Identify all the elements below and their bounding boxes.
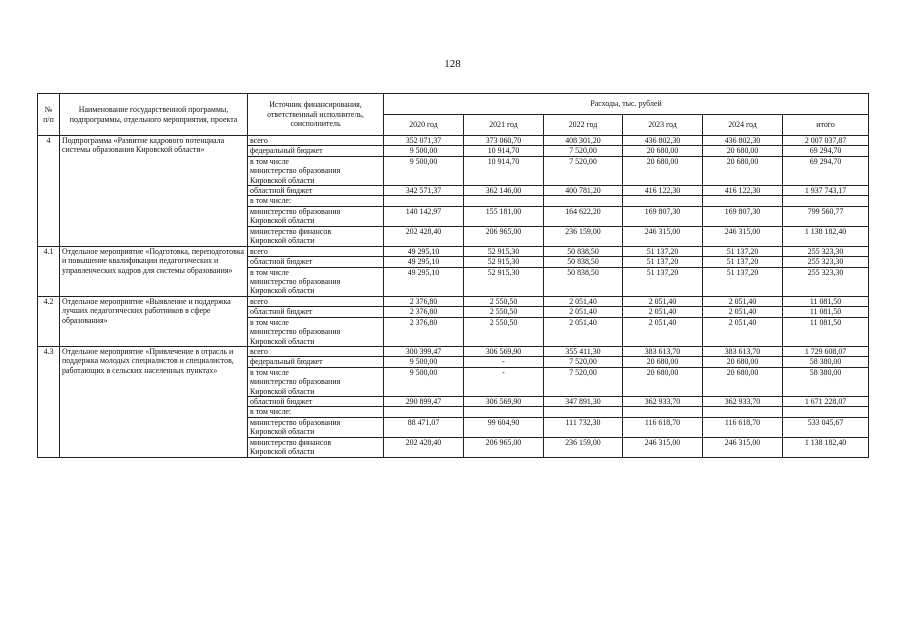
total-value xyxy=(783,196,869,206)
year-value xyxy=(384,196,464,206)
total-value xyxy=(783,407,869,417)
section-number: 4.1 xyxy=(38,246,60,296)
funding-source: в том числе министерство образования Кировской области xyxy=(248,267,384,296)
year-value: 416 122,30 xyxy=(703,186,783,196)
total-value: 58 380,00 xyxy=(783,367,869,396)
year-value: 436 802,30 xyxy=(623,136,703,146)
year-value: 52 915,30 xyxy=(464,246,544,256)
year-value: 20 680,00 xyxy=(703,156,783,185)
section-number: 4.2 xyxy=(38,296,60,346)
year-value: 50 838,50 xyxy=(544,257,623,267)
funding-source: министерство образования Кировской области xyxy=(248,206,384,226)
year-value xyxy=(623,196,703,206)
year-value: 51 137,20 xyxy=(703,246,783,256)
funding-source: всего xyxy=(248,246,384,256)
year-value: 2 051,40 xyxy=(623,296,703,306)
funding-source: всего xyxy=(248,136,384,146)
funding-source: в том числе министерство образования Кировской области xyxy=(248,156,384,185)
year-value: 7 520,00 xyxy=(544,156,623,185)
year-value: 7 520,00 xyxy=(544,367,623,396)
year-value: 2 550,50 xyxy=(464,296,544,306)
year-value: 9 500,00 xyxy=(384,156,464,185)
year-value: 206 965,00 xyxy=(464,437,544,457)
header-name: Наименование государственной программы, подпрограммы, отдельного мероприятия, проекта xyxy=(60,94,248,136)
year-value: 202 428,40 xyxy=(384,437,464,457)
header-year: итого xyxy=(783,115,869,136)
year-value: 416 122,30 xyxy=(623,186,703,196)
year-value: 2 051,40 xyxy=(703,317,783,346)
year-value: 236 159,00 xyxy=(544,226,623,246)
year-value: 49 295,10 xyxy=(384,246,464,256)
table-row xyxy=(38,246,869,256)
year-value: 246 315,00 xyxy=(703,437,783,457)
total-value: 69 294,70 xyxy=(783,146,869,156)
total-value: 799 560,77 xyxy=(783,206,869,226)
year-value: 362 933,70 xyxy=(623,396,703,406)
header-expenses: Расходы, тыс. рублей xyxy=(384,94,869,115)
year-value: 306 569,90 xyxy=(464,346,544,356)
table-row xyxy=(38,346,869,356)
table-header xyxy=(38,94,869,136)
year-value: 206 965,00 xyxy=(464,226,544,246)
year-value: 9 500,00 xyxy=(384,146,464,156)
funding-source: областной бюджет xyxy=(248,186,384,196)
year-value: 164 622,20 xyxy=(544,206,623,226)
year-value: 2 051,40 xyxy=(703,307,783,317)
year-value: 10 914,70 xyxy=(464,146,544,156)
year-value: 362 933,70 xyxy=(703,396,783,406)
year-value: 116 618,70 xyxy=(623,417,703,437)
header-year: 2023 год xyxy=(623,115,703,136)
year-value: 99 604,90 xyxy=(464,417,544,437)
year-value xyxy=(464,407,544,417)
section-number: 4 xyxy=(38,136,60,247)
total-value: 11 081,50 xyxy=(783,307,869,317)
year-value xyxy=(703,196,783,206)
year-value: 408 301,20 xyxy=(544,136,623,146)
table-row xyxy=(38,136,869,146)
year-value: 2 051,40 xyxy=(544,296,623,306)
year-value: 246 315,00 xyxy=(623,437,703,457)
funding-source: в том числе: xyxy=(248,407,384,417)
year-value: 88 471,07 xyxy=(384,417,464,437)
section-name: Отдельное мероприятие «Выявление и поддержка лучших педагогических работников в сфере образования» xyxy=(60,296,248,346)
year-value: 52 915,30 xyxy=(464,257,544,267)
year-value: 51 137,20 xyxy=(623,246,703,256)
year-value: 383 613,70 xyxy=(703,346,783,356)
year-value: 373 060,70 xyxy=(464,136,544,146)
total-value: 255 323,30 xyxy=(783,257,869,267)
budget-table xyxy=(37,93,869,458)
year-value: 20 680,00 xyxy=(623,357,703,367)
year-value: 246 315,00 xyxy=(623,226,703,246)
year-value: 306 569,90 xyxy=(464,396,544,406)
year-value: 2 376,80 xyxy=(384,307,464,317)
funding-source: областной бюджет xyxy=(248,396,384,406)
year-value: 155 181,00 xyxy=(464,206,544,226)
year-value: 9 500,00 xyxy=(384,367,464,396)
year-value: 10 914,70 xyxy=(464,156,544,185)
year-value xyxy=(544,407,623,417)
year-value: 50 838,50 xyxy=(544,246,623,256)
year-value: 2 376,80 xyxy=(384,296,464,306)
funding-source: министерство финансов Кировской области xyxy=(248,437,384,457)
year-value xyxy=(703,407,783,417)
total-value: 11 081,50 xyxy=(783,317,869,346)
funding-source: областной бюджет xyxy=(248,257,384,267)
funding-source: в том числе министерство образования Кировской области xyxy=(248,367,384,396)
year-value: 7 520,00 xyxy=(544,357,623,367)
total-value: 11 081,50 xyxy=(783,296,869,306)
total-value: 1 937 743,17 xyxy=(783,186,869,196)
section-name: Подпрограмма «Развитие кадрового потенциала системы образования Кировской области» xyxy=(60,136,248,247)
year-value: 116 618,70 xyxy=(703,417,783,437)
year-value: 400 781,20 xyxy=(544,186,623,196)
year-value: 7 520,00 xyxy=(544,146,623,156)
total-value: 2 007 037,87 xyxy=(783,136,869,146)
year-value: 290 899,47 xyxy=(384,396,464,406)
header-year: 2024 год xyxy=(703,115,783,136)
year-value: 20 680,00 xyxy=(623,146,703,156)
total-value: 1 138 182,40 xyxy=(783,437,869,457)
funding-source: федеральный бюджет xyxy=(248,357,384,367)
section-name: Отдельное мероприятие «Подготовка, переподготовка и повышение квалификации педагогических и управленческих кадров для системы образования» xyxy=(60,246,248,296)
funding-source: в том числе: xyxy=(248,196,384,206)
year-value: 51 137,20 xyxy=(623,257,703,267)
year-value: 2 051,40 xyxy=(623,307,703,317)
funding-source: всего xyxy=(248,346,384,356)
header-year: 2021 год xyxy=(464,115,544,136)
year-value: 51 137,20 xyxy=(703,267,783,296)
year-value xyxy=(384,407,464,417)
year-value: 2 051,40 xyxy=(544,307,623,317)
year-value: 169 807,30 xyxy=(703,206,783,226)
year-value: 342 571,37 xyxy=(384,186,464,196)
header-year: 2020 год xyxy=(384,115,464,136)
year-value xyxy=(464,196,544,206)
year-value: 352 071,37 xyxy=(384,136,464,146)
header-num: № п/п xyxy=(38,94,60,136)
year-value: 2 051,40 xyxy=(623,317,703,346)
total-value: 69 294,70 xyxy=(783,156,869,185)
year-value: 51 137,20 xyxy=(623,267,703,296)
header-year: 2022 год xyxy=(544,115,623,136)
year-value xyxy=(623,407,703,417)
year-value: - xyxy=(464,367,544,396)
total-value: 1 671 228,07 xyxy=(783,396,869,406)
year-value: 2 051,40 xyxy=(703,296,783,306)
year-value: 20 680,00 xyxy=(703,357,783,367)
funding-source: министерство образования Кировской области xyxy=(248,417,384,437)
year-value: 20 680,00 xyxy=(623,367,703,396)
funding-source: федеральный бюджет xyxy=(248,146,384,156)
year-value: 383 613,70 xyxy=(623,346,703,356)
funding-source: всего xyxy=(248,296,384,306)
year-value: 355 411,30 xyxy=(544,346,623,356)
year-value: 169 807,30 xyxy=(623,206,703,226)
year-value: 236 159,00 xyxy=(544,437,623,457)
year-value: 51 137,20 xyxy=(703,257,783,267)
funding-source: областной бюджет xyxy=(248,307,384,317)
total-value: 255 323,30 xyxy=(783,267,869,296)
total-value: 58 380,00 xyxy=(783,357,869,367)
year-value: 300 399,47 xyxy=(384,346,464,356)
year-value: 202 428,40 xyxy=(384,226,464,246)
table-row xyxy=(38,296,869,306)
year-value: - xyxy=(464,357,544,367)
header-source: Источник финансирования, ответственный исполнитель, соисполнитель xyxy=(248,94,384,136)
year-value: 2 051,40 xyxy=(544,317,623,346)
funding-source: министерство финансов Кировской области xyxy=(248,226,384,246)
year-value: 52 915,30 xyxy=(464,267,544,296)
year-value: 362 146,00 xyxy=(464,186,544,196)
year-value: 2 550,50 xyxy=(464,307,544,317)
year-value: 347 891,30 xyxy=(544,396,623,406)
section-name: Отдельное мероприятие «Привлечение в отрасль и поддержка молодых специалистов и специалистов, работающих в сельских населенных пунктах» xyxy=(60,346,248,457)
total-value: 1 138 182,40 xyxy=(783,226,869,246)
year-value: 111 732,30 xyxy=(544,417,623,437)
year-value: 20 680,00 xyxy=(703,146,783,156)
page-number: 128 xyxy=(444,58,461,70)
year-value: 20 680,00 xyxy=(703,367,783,396)
year-value: 2 376,80 xyxy=(384,317,464,346)
table-body xyxy=(38,136,869,458)
funding-source: в том числе министерство образования Кировской области xyxy=(248,317,384,346)
year-value: 9 500,00 xyxy=(384,357,464,367)
year-value: 20 680,00 xyxy=(623,156,703,185)
year-value: 436 802,30 xyxy=(703,136,783,146)
section-number: 4.3 xyxy=(38,346,60,457)
year-value: 140 142,97 xyxy=(384,206,464,226)
total-value: 255 323,30 xyxy=(783,246,869,256)
year-value: 50 838,50 xyxy=(544,267,623,296)
year-value: 246 315,00 xyxy=(703,226,783,246)
year-value: 49 295,10 xyxy=(384,267,464,296)
year-value xyxy=(544,196,623,206)
year-value: 2 550,50 xyxy=(464,317,544,346)
year-value: 49 295,10 xyxy=(384,257,464,267)
total-value: 1 729 608,07 xyxy=(783,346,869,356)
total-value: 533 045,67 xyxy=(783,417,869,437)
